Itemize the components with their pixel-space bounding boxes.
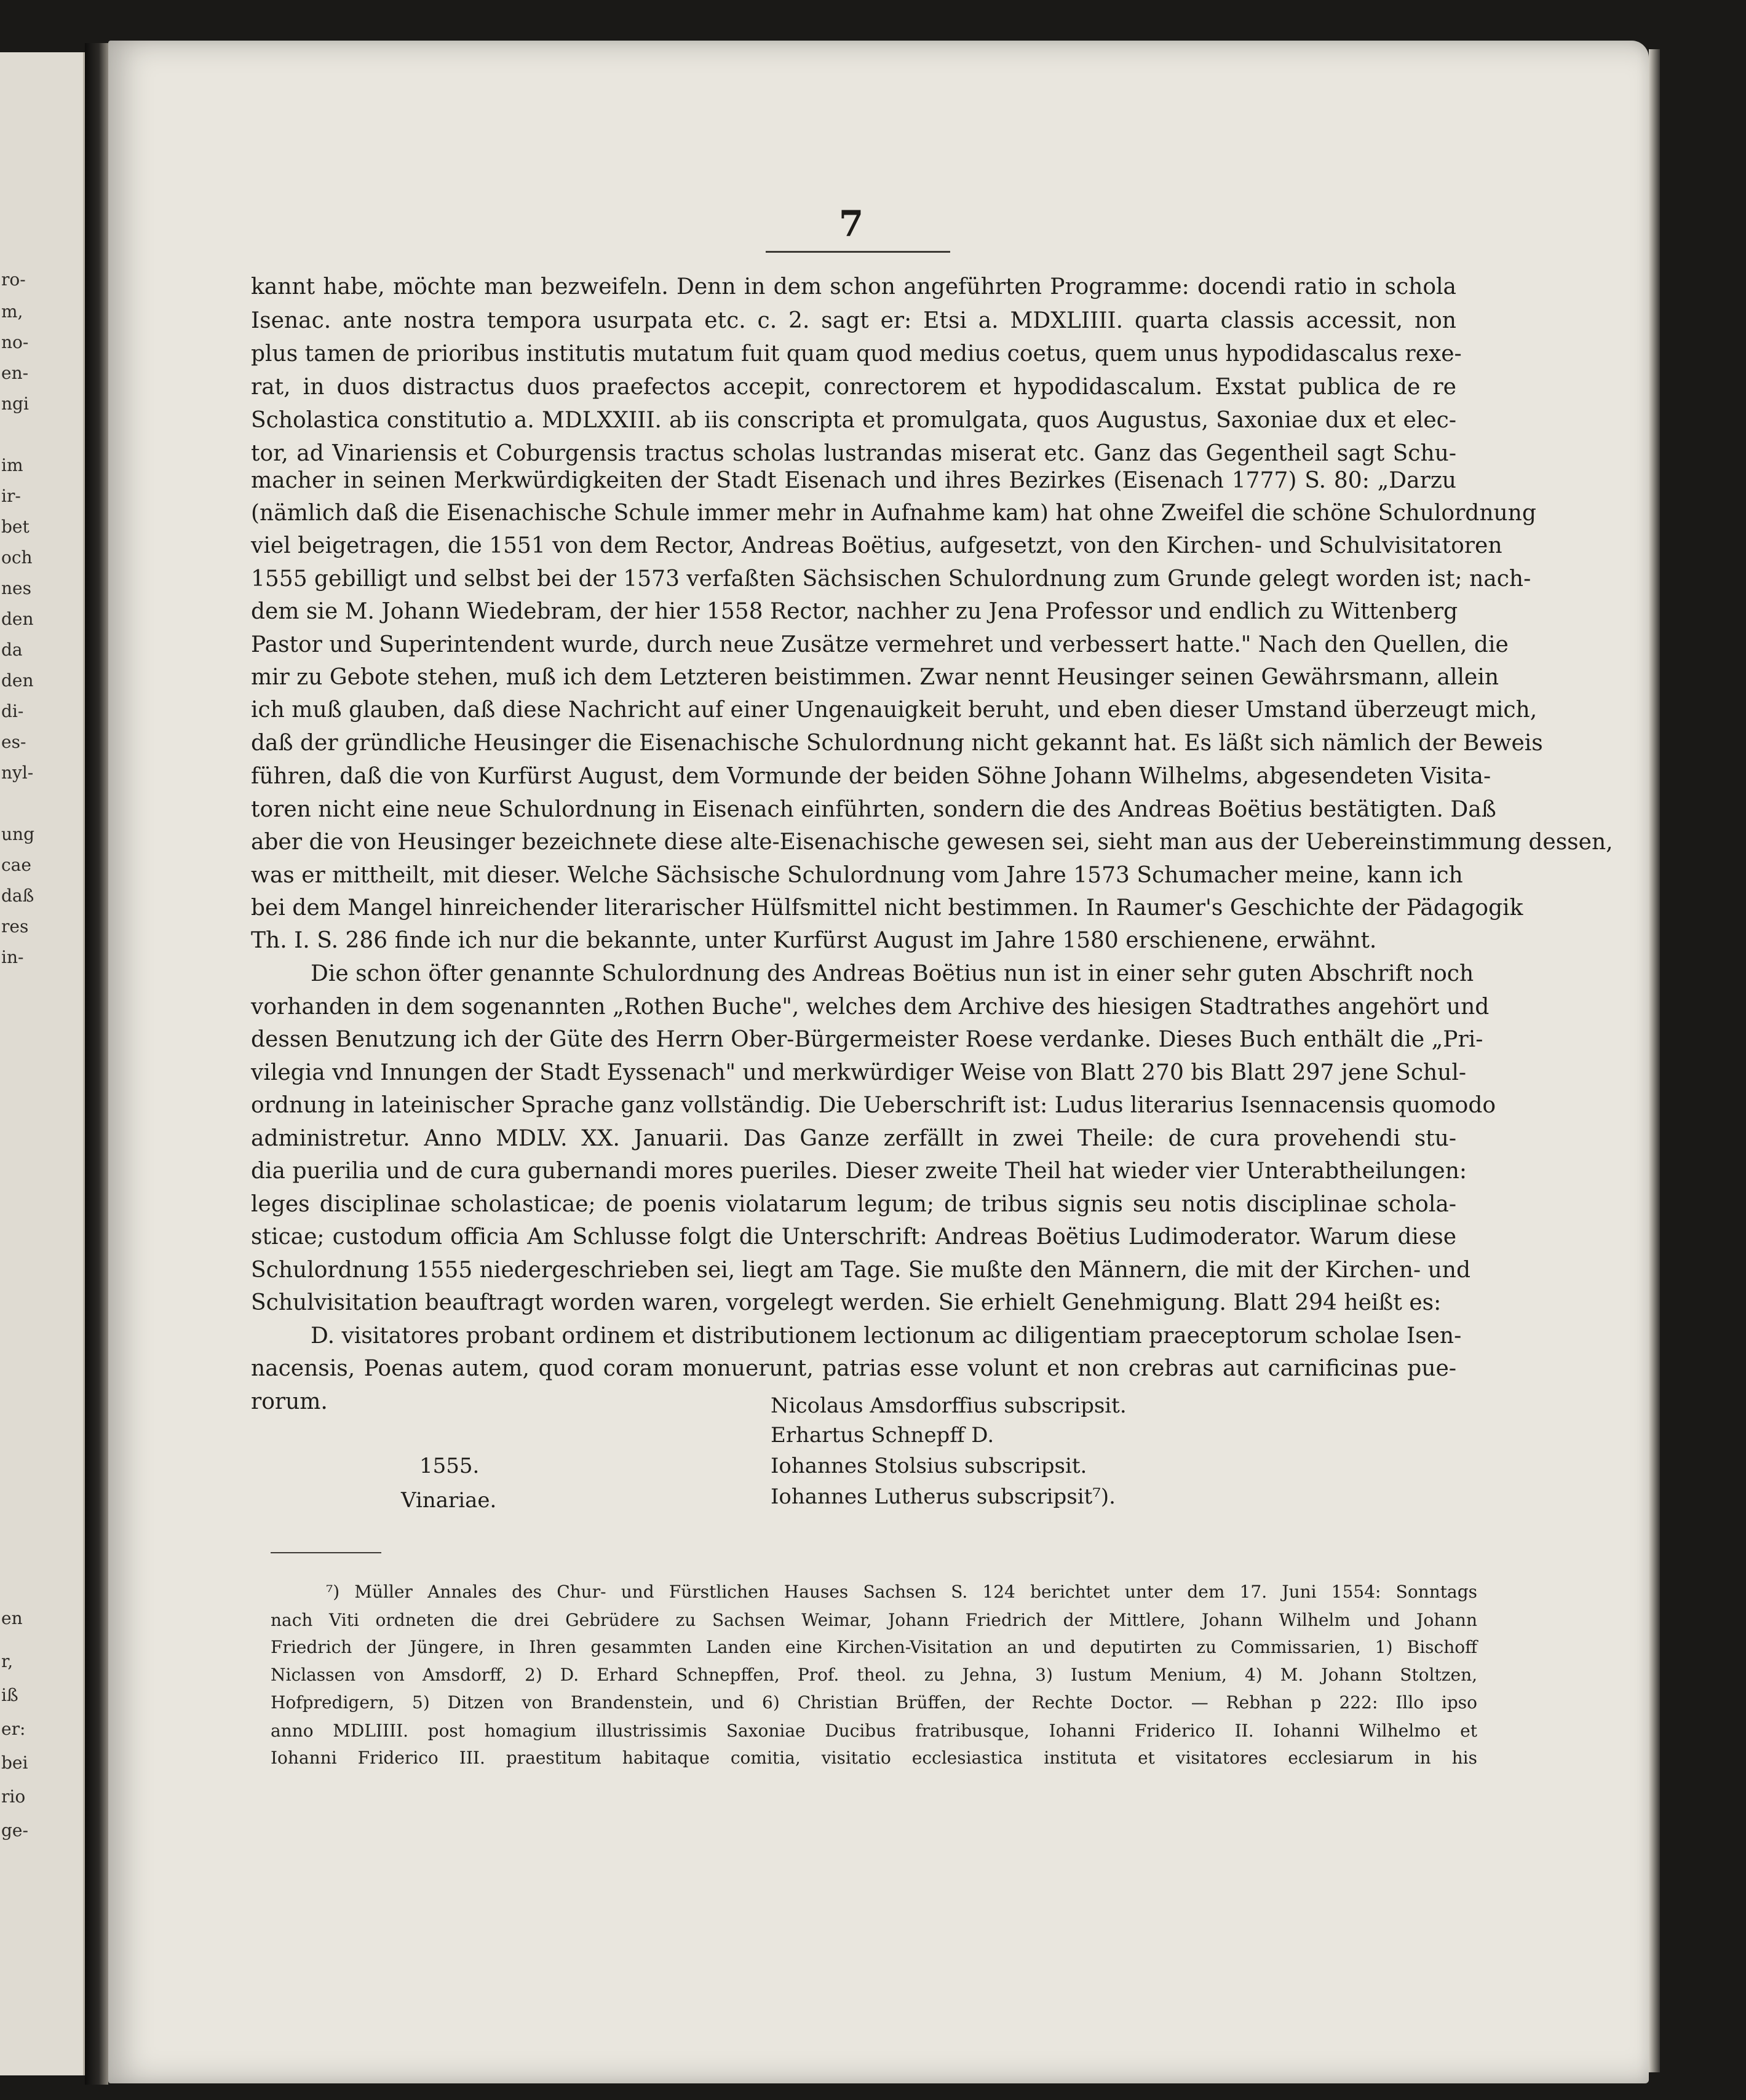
prev-page-fragment: ge- (1, 1820, 28, 1840)
header-rule (766, 251, 950, 253)
text-line: was er mittheilt, mit dieser. Welche Sächsische Schulordnung vom Jahre 1573 Schumacher meine, kann ich (251, 863, 1463, 888)
prev-page-fragment: och (1, 547, 33, 568)
text-line: 1555 gebilligt und selbst bei der 1573 verfaßten Sächsischen Schulordnung zum Grunde gelegt worden ist; nach- (251, 566, 1531, 592)
prev-page-fragment: bei (1, 1753, 28, 1773)
prev-page-fragment: daß (1, 886, 34, 906)
text-line: Isenac. ante nostra tempora usurpata etc. c. 2. sagt er: Etsi a. MDXLIIII. quarta classis accessit, non (251, 308, 1456, 333)
text-line: macher in seinen Merkwürdigkeiten der Stadt Eisenach und ihres Bezirkes (Eisenach 1777) S. 80: „Darzu (251, 468, 1456, 493)
page-edge-shadow (1649, 49, 1660, 2072)
text-line: aber die von Heusinger bezeichnete diese alte-Eisenachische gewesen sei, sieht man aus der Uebereinstimmung dessen, (251, 830, 1613, 855)
footnote-line: Niclassen von Amsdorff, 2) D. Erhard Schnepffen, Prof. theol. zu Jehna, 3) Iustum Menium, 4) M. Johann Stoltzen, (271, 1665, 1477, 1685)
prev-page-fragment: iß (1, 1685, 18, 1705)
text-line: dia puerilia und de cura gubernandi mores pueriles. Dieser zweite Theil hat wieder vier Unterabtheilungen: (251, 1159, 1467, 1184)
text-line: vorhanden in dem sogenannten „Rothen Buche", welches dem Archive des hiesigen Stadtrathes angehört und (251, 994, 1490, 1020)
quote-line: nacensis, Poenas autem, quod coram monuerunt, patrias esse volunt et non crebras aut carnificinas pue- (251, 1356, 1456, 1381)
signature-line: Nicolaus Amsdorffius subscripsit. (771, 1393, 1127, 1418)
text-line: Schulordnung 1555 niedergeschrieben sei, liegt am Tage. Sie mußte den Männern, die mit der Kirchen- und (251, 1258, 1471, 1283)
signature-year: 1555. (419, 1454, 480, 1478)
footnote-rule (271, 1552, 381, 1553)
text-line: leges disciplinae scholasticae; de poenis violatarum legum; de tribus signis seu notis disciplinae schola- (251, 1192, 1456, 1217)
prev-page-fragment: r, (1, 1651, 14, 1671)
prev-page-fragment: nyl- (1, 763, 34, 783)
text-line: ich muß glauben, daß diese Nachricht auf einer Ungenauigkeit beruht, und eben dieser Umstand überzeugt mich, (251, 697, 1538, 723)
text-line: daß der gründliche Heusinger die Eisenachische Schulordnung nicht gekannt hat. Es läßt sich nämlich der Beweis (251, 731, 1543, 756)
text-line: Schulvisitation beauftragt worden waren, vorgelegt werden. Sie erhielt Genehmigung. Blatt 294 heißt es: (251, 1290, 1442, 1315)
prev-page-fragment: da (1, 640, 23, 660)
prev-page-fragment: res (1, 916, 29, 937)
text-line: führen, daß die von Kurfürst August, dem Vormunde der beiden Söhne Johann Wilhelms, abgesendeten Visita- (251, 764, 1491, 789)
previous-page-edge (0, 52, 85, 2075)
prev-page-fragment: ung (1, 824, 34, 844)
prev-page-fragment: nes (1, 578, 31, 598)
prev-page-fragment: en (1, 1608, 23, 1628)
signature-place: Vinariae. (401, 1488, 497, 1513)
text-line: (nämlich daß die Eisenachische Schule immer mehr in Aufnahme kam) hat ohne Zweifel die schöne Schulordnung (251, 501, 1536, 526)
text-line: mir zu Gebote stehen, muß ich dem Letzteren beistimmen. Zwar nennt Heusinger seinen Gewährsmann, allein (251, 665, 1499, 690)
prev-page-fragment: bet (1, 517, 30, 537)
prev-page-fragment: im (1, 455, 23, 475)
text-line: sticae; custodum officia Am Schlusse folgt die Unterschrift: Andreas Boëtius Ludimoderator. Warum diese (251, 1224, 1456, 1250)
text-line: kannt habe, möchte man bezweifeln. Denn in dem schon angeführten Programme: docendi ratio in schola (251, 274, 1456, 299)
text-line: rat, in duos distractus duos praefectos accepit, conrectorem et hypodidascalum. Exstat publica de re (251, 374, 1456, 400)
prev-page-fragment: es- (1, 732, 26, 752)
text-line: Die schon öfter genannte Schulordnung des Andreas Boëtius nun ist in einer sehr guten Abschrift noch (311, 961, 1474, 986)
signature-line: Iohannes Stolsius subscripsit. (771, 1454, 1087, 1478)
text-line: tor, ad Vinariensis et Coburgensis tractus scholas lustrandas miserat etc. Ganz das Gegentheil sagt Schu- (251, 441, 1456, 466)
footnote-line: Friedrich der Jüngere, in Ihren gesammten Landen eine Kirchen-Visitation an und deputirten zu Commissarien, 1) Bischoff (271, 1637, 1477, 1657)
prev-page-fragment: di- (1, 701, 24, 721)
text-line: ordnung in lateinischer Sprache ganz vollständig. Die Ueberschrift ist: Ludus literarius Isennacensis quomodo (251, 1093, 1496, 1118)
prev-page-fragment: in- (1, 947, 24, 967)
prev-page-fragment: ir- (1, 486, 21, 506)
text-line: Th. I. S. 286 finde ich nur die bekannte, unter Kurfürst August im Jahre 1580 erschienene, erwähnt. (251, 928, 1377, 953)
text-line: vilegia vnd Innungen der Stadt Eyssenach" und merkwürdiger Weise von Blatt 270 bis Blatt 297 jene Schul- (251, 1060, 1467, 1085)
prev-page-fragment: den (1, 670, 34, 691)
text-line: toren nicht eine neue Schulordnung in Eisenach einführten, sondern die des Andreas Boëtius bestätigten. Daß (251, 797, 1496, 822)
text-line: dessen Benutzung ich der Güte des Herrn Ober-Bürgermeister Roese verdanke. Dieses Buch enthält die „Pri- (251, 1027, 1483, 1052)
signature-line: Erhartus Schnepff D. (771, 1423, 994, 1448)
text-line: Scholastica constitutio a. MDLXXIII. ab iis conscripta et promulgata, quos Augustus, Saxoniae dux et elec- (251, 408, 1456, 433)
text-line: plus tamen de prioribus institutis mutatum fuit quam quod medius coetus, quem unus hypodidascalus rexe- (251, 341, 1462, 367)
text-line: Pastor und Superintendent wurde, durch neue Zusätze vermehret und verbessert hatte." Nach den Quellen, die (251, 632, 1509, 657)
footnote-line: nach Viti ordneten die drei Gebrüdere zu Sachsen Weimar, Johann Friedrich der Mittlere, Johann Wilhelm und Johann (271, 1610, 1477, 1630)
prev-page-fragment: er: (1, 1719, 26, 1739)
prev-page-fragment: no- (1, 332, 29, 352)
footnote-line: Iohanni Friderico III. praestitum habitaque comitia, visitatio ecclesiastica instituta et visitatores ecclesiarum in his (271, 1748, 1477, 1768)
text-line: administretur. Anno MDLV. XX. Januarii. Das Ganze zerfällt in zwei Theile: de cura provehendi stu- (251, 1126, 1456, 1151)
prev-page-fragment: rio (1, 1786, 26, 1807)
prev-page-fragment: ro- (1, 269, 26, 290)
prev-page-fragment: den (1, 609, 34, 629)
signature-line: Iohannes Lutherus subscripsit⁷). (771, 1484, 1116, 1509)
book-gutter (85, 43, 108, 2085)
prev-page-fragment: ngi (1, 394, 29, 414)
footnote-line: anno MDLIIII. post homagium illustrissimis Saxoniae Ducibus fratribusque, Iohanni Friderico II. Iohanni Wilhelmo et (271, 1721, 1477, 1741)
prev-page-fragment: cae (1, 855, 31, 875)
text-line: viel beigetragen, die 1551 von dem Rector, Andreas Boëtius, aufgesetzt, von den Kirchen- und Schulvisitatoren (251, 533, 1502, 558)
footnote-line: Hofpredigern, 5) Ditzen von Brandenstein, und 6) Christian Brüffen, der Rechte Doctor. — Rebhan p 222: Illo ipso (271, 1692, 1477, 1713)
prev-page-fragment: m, (1, 301, 23, 322)
quote-line: rorum. (251, 1389, 328, 1414)
page-number: 7 (838, 203, 864, 245)
quote-line: D. visitatores probant ordinem et distributionem lectionum ac diligentiam praeceptorum scholae Isen- (311, 1323, 1462, 1349)
text-line: dem sie M. Johann Wiedebram, der hier 1558 Rector, nachher zu Jena Professor und endlich zu Wittenberg (251, 599, 1458, 624)
footnote-line: ⁷) Müller Annales des Chur- und Fürstlichen Hauses Sachsen S. 124 berichtet unter dem 17. Juni 1554: Sonntags (326, 1582, 1477, 1602)
text-line: bei dem Mangel hinreichender literarischer Hülfsmittel nicht bestimmen. In Raumer's Geschichte der Pädagogik (251, 895, 1523, 921)
prev-page-fragment: en- (1, 363, 29, 383)
